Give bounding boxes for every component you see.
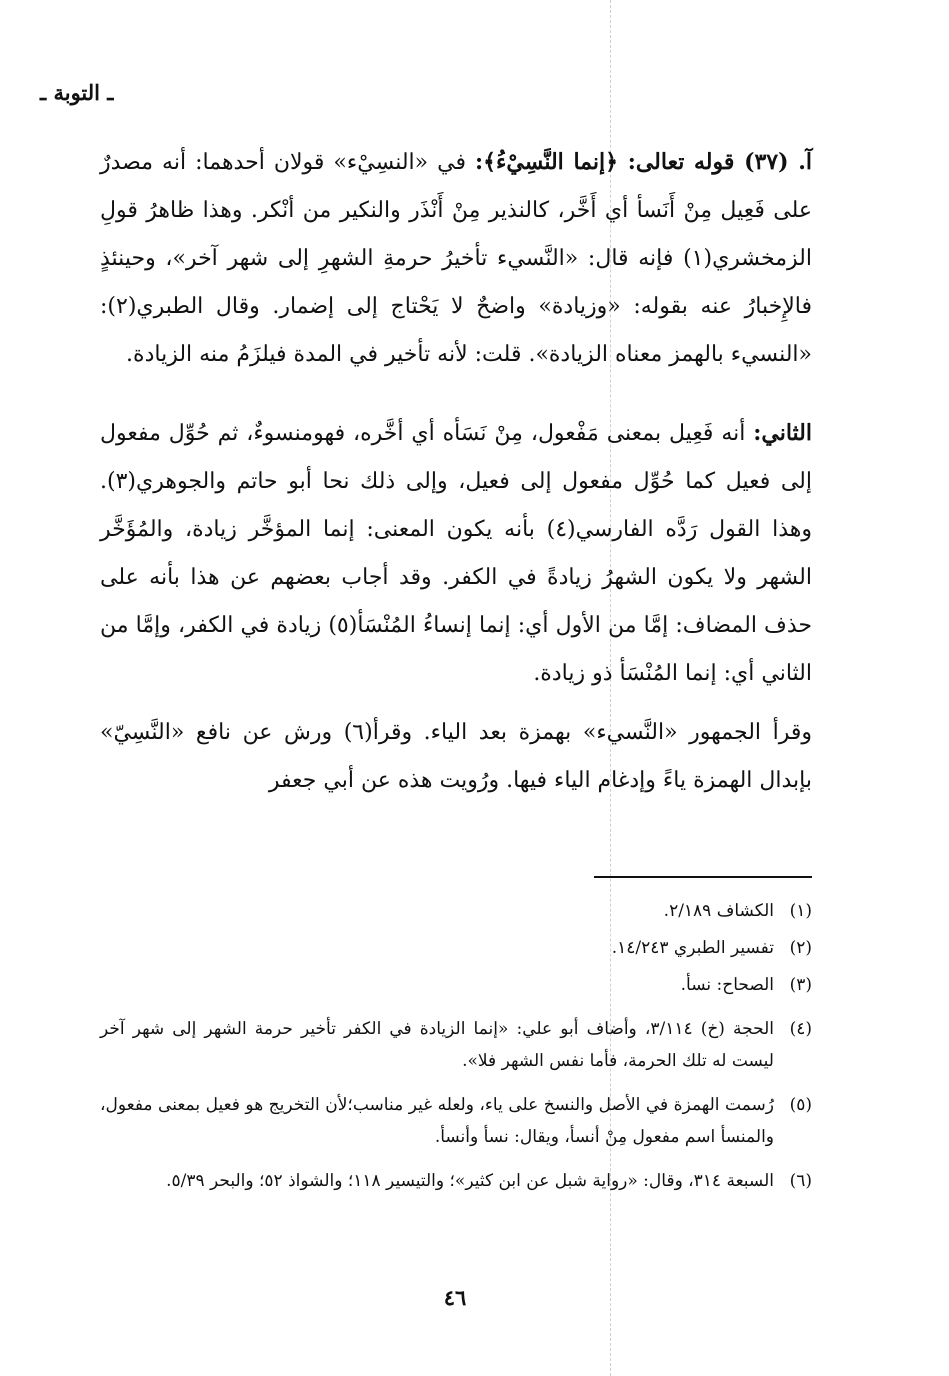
footnote-1 <box>100 895 812 927</box>
footnote-3 <box>100 969 812 1001</box>
main-text <box>100 138 812 805</box>
footnote-number: (٦) <box>789 1171 812 1191</box>
footnote-text: الحجة (خ) ٣/١١٤، وأضاف أبو علي: «إنما الزيادة في الكفر تأخير حرمة الشهر إلى شهر آخر ليست له تلك الحرمة، فأما نفس الشهر فلا». <box>100 1019 774 1071</box>
footnote-2 <box>100 932 812 964</box>
footnote-5 <box>100 1089 812 1153</box>
footnote-number: (٣) <box>789 975 812 995</box>
paragraph-3 <box>100 708 812 805</box>
paragraph-lead: آ. (٣٧) قوله تعالى: ﴿إنما النَّسِيْءُ﴾: <box>475 149 812 175</box>
footnote-text: الكشاف ٢/١٨٩. <box>663 901 774 921</box>
footnote-number: (١) <box>789 901 812 921</box>
paragraph-text: أنه فَعِيل بمعنى مَفْعول، مِنْ نَسَأه أي أخَّره، فهومنسوءٌ، ثم حُوِّل مفعول إلى فعيل كما حُوِّل مفعول إلى فعيل، وإلى ذلك نحا أبو حاتم والجوهري(٣). وهذا القول رَدَّه الفارسي(٤) بأنه يكون المعنى: إنما المؤخَّر زيادة، والمُؤَخَّر الشهر ولا يكون الشهرُ زيادةً في الكفر. وقد أجاب بعضهم عن هذا بأنه على حذف المضاف: إمَّا من الأول أي: إنما إنساءُ المُنْسَأ(٥) زيادة في الكفر، وإمَّا من الثاني أي: إنما المُنْسَأ ذو زيادة. <box>100 421 813 686</box>
paragraph-2 <box>100 409 812 698</box>
running-head: ـ التوبة ـ <box>40 80 114 105</box>
footnote-number: (٥) <box>789 1095 812 1115</box>
footnote-text: السبعة ٣١٤، وقال: «رواية شبل عن ابن كثير»؛ والتيسير ١١٨؛ والشواذ ٥٢؛ والبحر ٥/٣٩. <box>166 1171 774 1191</box>
footnote-6 <box>100 1165 812 1197</box>
footnotes <box>100 895 812 1202</box>
footnote-number: (٤) <box>789 1019 812 1039</box>
footnote-separator <box>594 876 812 878</box>
footnote-4 <box>100 1013 812 1077</box>
footnote-number: (٢) <box>789 938 812 958</box>
paragraph-text: في «النسِيْء» قولان أحدهما: أنه مصدرٌ على فَعِيل مِنْ أَنَسأ أي أَخَّر، كالنذير مِنْ أَنْذَر والنكير من أنْكر. وهذا ظاهرُ قولِ الزمخشري(١) فإنه قال: «النَّسيء تأخيرُ حرمةِ الشهرِ إلى شهر آخر»، وحينئذٍ فالإِخبارُ عنه بقوله: «وزيادة» واضحٌ لا يَحْتاج إلى إضمار. وقال الطبري(٢): «النسيء بالهمز معناه الزيادة». قلت: لأنه تأخير في المدة فيلزَمُ منه الزيادة. <box>100 150 813 367</box>
page-number: ٤٦ <box>443 1285 467 1310</box>
paragraph-1 <box>100 138 812 379</box>
footnote-text: الصحاح: نسأ. <box>680 975 774 995</box>
footnote-text: رُسمت الهمزة في الأصل والنسخ على ياء، ولعله غير مناسب؛لأن التخريج هو فعيل بمعنى مفعول، والمنسأ اسم مفعول مِنْ أنسأ، ويقال: نسأ وأنسأ. <box>100 1095 774 1147</box>
paragraph-text: وقرأ الجمهور «النَّسيء» بهمزة بعد الياء. وقرأ(٦) ورش عن نافع «النَّسِيّ» بإبدال الهمزة ياءً وإدغام الياء فيها. ورُويت هذه عن أبي جعفر <box>100 720 812 793</box>
paragraph-lead: الثاني: <box>753 420 812 446</box>
footnote-text: تفسير الطبري ١٤/٢٤٣. <box>611 938 774 958</box>
